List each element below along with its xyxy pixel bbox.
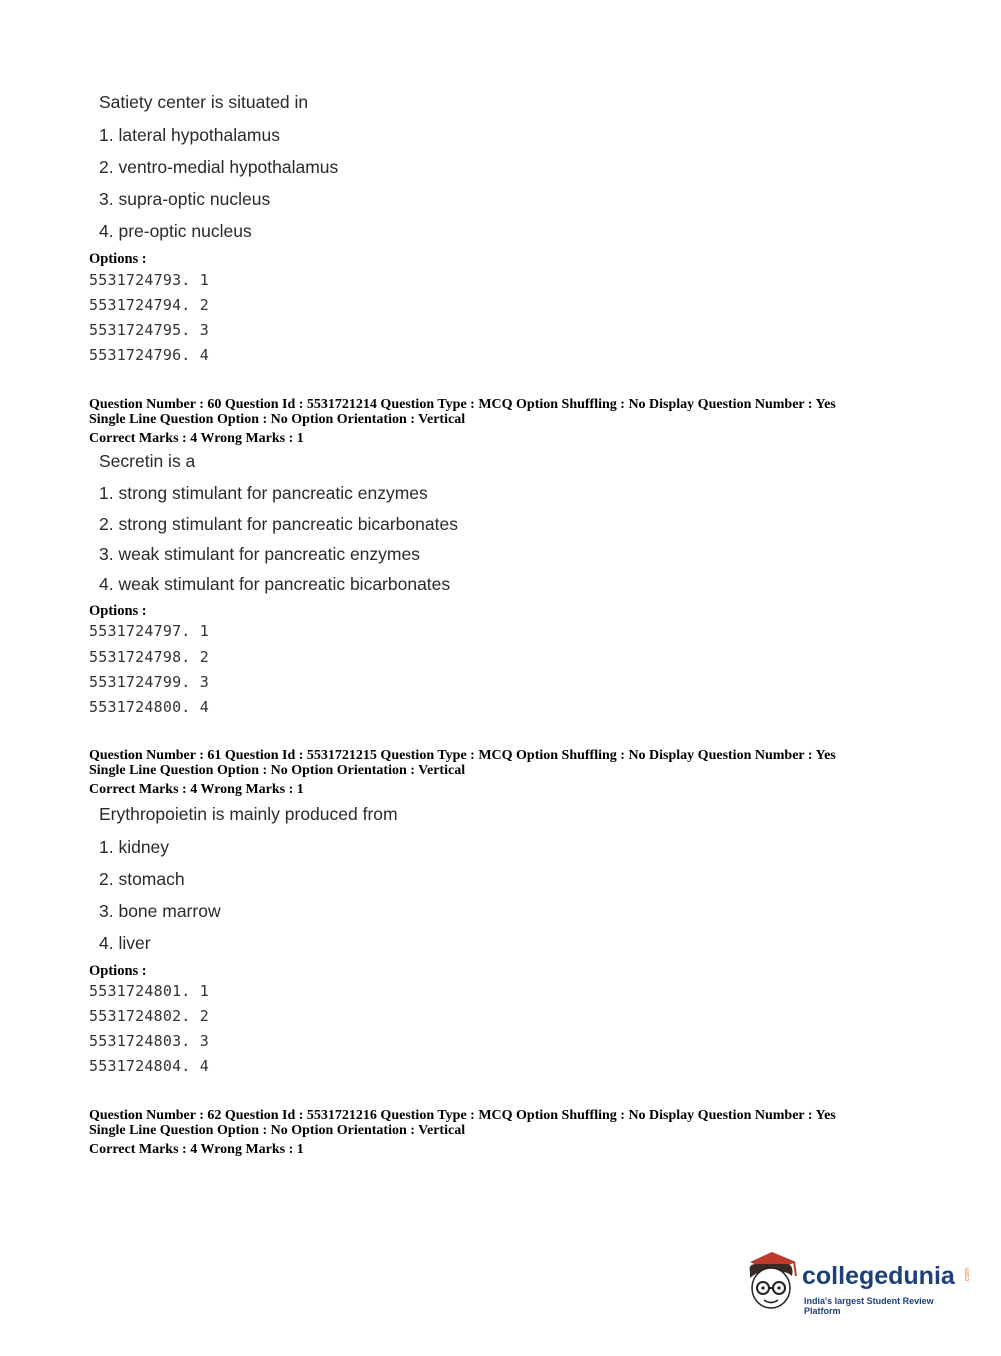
q61-meta-line-2: Single Line Question Option : No Option Orientation : Vertical [89,763,466,778]
q62-marks: Correct Marks : 4 Wrong Marks : 1 [89,1142,304,1157]
q61-meta-line-1: Question Number : 61 Question Id : 5531721215 Question Type : MCQ Option Shuffling : No Display Question Number : Yes [89,748,836,763]
q60-meta-line-2: Single Line Question Option : No Option Orientation : Vertical [89,412,466,427]
q60-choice-1: 1. strong stimulant for pancreatic enzymes [99,483,428,503]
q60-marks: Correct Marks : 4 Wrong Marks : 1 [89,431,304,446]
q59-choice-4: 4. pre-optic nucleus [99,221,252,241]
q59-option-id-3: 5531724795. 3 [89,321,209,339]
q61-option-id-3: 5531724803. 3 [89,1032,209,1050]
question-61-text: Erythropoietin is mainly produced from [99,804,398,824]
question-59-text: Satiety center is situated in [99,92,309,112]
q60-option-id-3: 5531724799. 3 [89,673,209,691]
collegedunia-logo[interactable] [742,1250,972,1320]
q60-option-id-4: 5531724800. 4 [89,698,209,716]
q61-choice-4: 4. liver [99,933,151,953]
student-mascot-icon [742,1250,800,1316]
q61-option-id-1: 5531724801. 1 [89,982,209,1000]
q59-choice-2: 2. ventro-medial hypothalamus [99,157,339,177]
q61-choice-1: 1. kidney [99,837,170,857]
q61-options-label: Options : [89,963,147,979]
q61-choice-2: 2. stomach [99,869,185,889]
q59-choice-1: 1. lateral hypothalamus [99,125,280,145]
q59-option-id-1: 5531724793. 1 [89,271,209,289]
q62-meta-line-2: Single Line Question Option : No Option Orientation : Vertical [89,1123,466,1138]
question-60-text: Secretin is a [99,451,196,471]
q60-choice-4: 4. weak stimulant for pancreatic bicarbonates [99,574,451,594]
q60-choice-2: 2. strong stimulant for pancreatic bicarbonates [99,514,458,534]
q61-option-id-2: 5531724802. 2 [89,1007,209,1025]
q59-option-id-2: 5531724794. 2 [89,296,209,314]
logo-wordmark: collegedunia [802,1262,955,1290]
q59-options-label: Options : [89,251,147,267]
q59-choice-3: 3. supra-optic nucleus [99,189,271,209]
q61-choice-3: 3. bone marrow [99,901,221,921]
q61-marks: Correct Marks : 4 Wrong Marks : 1 [89,782,304,797]
q60-option-id-1: 5531724797. 1 [89,622,209,640]
q61-option-id-4: 5531724804. 4 [89,1057,209,1075]
q60-option-id-2: 5531724798. 2 [89,648,209,666]
q60-options-label: Options : [89,603,147,619]
q62-meta-line-1: Question Number : 62 Question Id : 5531721216 Question Type : MCQ Option Shuffling : No Display Question Number : Yes [89,1108,836,1123]
q60-choice-3: 3. weak stimulant for pancreatic enzymes [99,544,420,564]
logo-tagline: India's largest Student Review Platform [804,1296,934,1316]
logo-com-suffix: .com [964,1267,972,1284]
q59-option-id-4: 5531724796. 4 [89,346,209,364]
q60-meta-line-1: Question Number : 60 Question Id : 5531721214 Question Type : MCQ Option Shuffling : No Display Question Number : Yes [89,397,836,412]
